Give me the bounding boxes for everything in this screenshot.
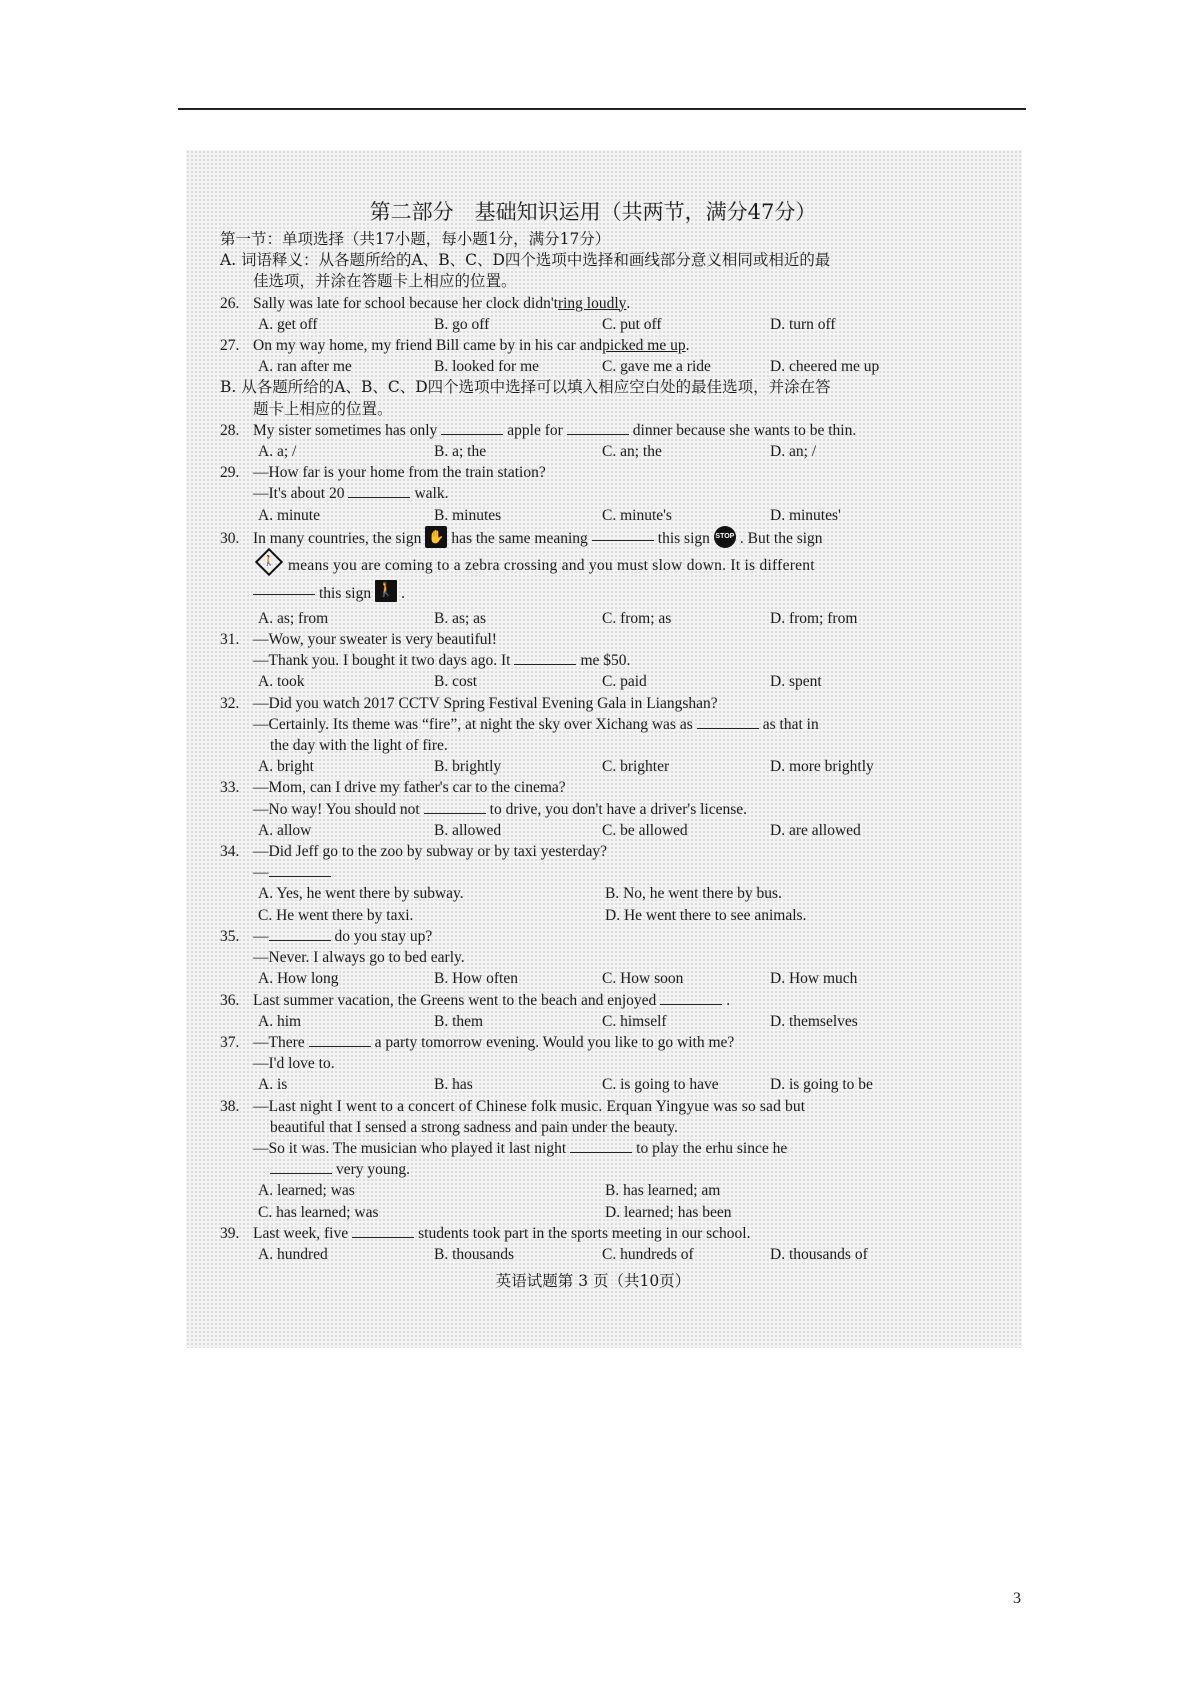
q30-line2: [220, 552, 966, 580]
q28-option-c[interactable]: C. an; the: [602, 443, 662, 461]
q26-options: [220, 314, 966, 335]
q38-blank-2: [270, 1159, 332, 1174]
partB-instruction-1: B. 从各题所给的A、B、C、D四个选项中选择可以填入相应空白处的最佳选项，并涂在答: [220, 378, 831, 397]
q34-line2: [220, 862, 966, 883]
q29: [220, 462, 966, 483]
q35-num: 35.: [220, 927, 240, 945]
q29-line2: [220, 483, 966, 504]
q30: [220, 526, 966, 552]
q31-option-d[interactable]: D. spent: [770, 673, 822, 691]
stop-sign-icon: STOP: [714, 526, 736, 548]
q30-g: .: [401, 584, 405, 602]
q30-option-b[interactable]: B. as; as: [434, 609, 487, 627]
q27-option-b[interactable]: B. looked for me: [434, 358, 540, 376]
q38-line3b: to play the erhu since he: [636, 1139, 788, 1157]
q35-option-b[interactable]: B. How often: [434, 970, 518, 988]
q31: [220, 629, 966, 650]
q35-line2: —Never. I always go to bed early.: [253, 949, 465, 967]
q38-line3: [220, 1138, 966, 1159]
q39-num: 39.: [220, 1224, 240, 1242]
q29-line1: —How far is your home from the train station?: [253, 464, 546, 482]
q30-d: . But the sign: [739, 529, 823, 547]
q36: [220, 990, 966, 1011]
q27-underlined: picked me up: [602, 337, 686, 355]
q38-option-d[interactable]: D. learned; has been: [605, 1203, 732, 1221]
q28-num: 28.: [220, 421, 240, 439]
top-rule: [178, 108, 1026, 110]
q37-option-c[interactable]: C. is going to have: [602, 1076, 719, 1094]
q26-option-d[interactable]: D. turn off: [770, 315, 836, 333]
q28-part2: apple for: [507, 421, 563, 439]
q34-option-b[interactable]: B. No, he went there by bus.: [605, 885, 782, 903]
q28-part3: dinner because she wants to be thin.: [632, 421, 857, 439]
q33-option-a[interactable]: A. allow: [258, 821, 312, 839]
q39-pre: Last week, five: [253, 1224, 349, 1242]
q27-option-a[interactable]: A. ran after me: [258, 358, 352, 376]
q35-option-d[interactable]: D. How much: [770, 970, 858, 988]
q36-option-d[interactable]: D. themselves: [770, 1012, 858, 1030]
q39-option-a[interactable]: A. hundred: [258, 1245, 328, 1263]
q36-blank: [660, 990, 722, 1005]
q29-options: [220, 505, 966, 526]
q37-line2: —I'd love to.: [253, 1055, 335, 1073]
q27-options: [220, 356, 966, 377]
q27-post: .: [685, 337, 690, 355]
q30-c: this sign: [657, 529, 710, 547]
q33-line1: —Mom, can I drive my father's car to the cinema?: [253, 779, 566, 797]
q31-line2: [220, 650, 966, 671]
q36-option-b[interactable]: B. them: [434, 1012, 484, 1030]
q30-line3: [220, 580, 966, 608]
q32-line2b: as that in: [762, 715, 819, 733]
q28-option-d[interactable]: D. an; /: [770, 443, 817, 461]
q37-line1a: —There: [253, 1033, 305, 1051]
q32-line3: the day with the light of fire.: [270, 737, 448, 755]
q35-option-c[interactable]: C. How soon: [602, 970, 684, 988]
q37: [220, 1032, 966, 1053]
q37-options: [220, 1074, 966, 1095]
q27: [220, 335, 966, 356]
zebra-crossing-sign-icon: 🚶: [255, 548, 283, 576]
q34-option-d[interactable]: D. He went there to see animals.: [605, 906, 807, 924]
q39-post: students took part in the sports meeting in our school.: [418, 1224, 751, 1242]
q30-option-a[interactable]: A. as; from: [258, 609, 329, 627]
q36-options: [220, 1011, 966, 1032]
q36-num: 36.: [220, 991, 240, 1009]
q32-blank: [697, 714, 759, 729]
q30-option-c[interactable]: C. from; as: [602, 609, 672, 627]
q36-option-c[interactable]: C. himself: [602, 1012, 667, 1030]
q39-options: [220, 1244, 966, 1265]
partB-instruction-2: 题卡上相应的位置。: [253, 399, 393, 418]
q39-option-b[interactable]: B. thousands: [434, 1245, 515, 1263]
q33-line2: [220, 799, 966, 820]
q26: [220, 293, 966, 314]
q37-line1b: a party tomorrow evening. Would you like to go with me?: [374, 1033, 735, 1051]
q38-option-c[interactable]: C. has learned; was: [258, 1203, 379, 1221]
q33-line2a: —No way! You should not: [253, 800, 420, 818]
q28-options: [220, 441, 966, 462]
q39-option-c[interactable]: C. hundreds of: [602, 1245, 694, 1263]
q38-line2: beautiful that I sensed a strong sadness and pain under the beauty.: [270, 1118, 678, 1136]
q30-e: means you are coming to a zebra crossing and you must slow down. It is different: [288, 556, 815, 574]
q34-num: 34.: [220, 843, 240, 861]
q35-line1b: do you stay up?: [334, 927, 433, 945]
q28-part1: My sister sometimes has only: [253, 421, 438, 439]
q34-option-c[interactable]: C. He went there by taxi.: [258, 906, 414, 924]
q36-option-a[interactable]: A. him: [258, 1012, 302, 1030]
q38-num: 38.: [220, 1097, 240, 1115]
q38-line1: —Last night I went to a concert of Chinese folk music. Erquan Yingyue was so sad but: [253, 1097, 806, 1115]
q38-blank-1: [570, 1138, 632, 1153]
q28: [220, 420, 966, 441]
q32-options: [220, 756, 966, 777]
q39-blank: [352, 1223, 414, 1238]
q30-blank-2: [253, 580, 315, 595]
q39: [220, 1223, 966, 1244]
q38: [220, 1096, 966, 1117]
q34-options: [220, 883, 966, 925]
section-title: 第一节：单项选择（共17小题，每小题1分，满分17分）: [220, 230, 611, 248]
partA-instruction-1: A. 词语释义：从各题所给的A、B、C、D四个选项中选择和画线部分意义相同或相近的最: [220, 251, 831, 270]
q29-option-a[interactable]: A. minute: [258, 506, 320, 524]
q28-option-b[interactable]: B. a; the: [434, 443, 487, 461]
q26-option-b[interactable]: B. go off: [434, 315, 490, 333]
q32-line2: [220, 714, 966, 735]
q33-num: 33.: [220, 779, 240, 797]
q26-pre: Sally was late for school because her clock didn't: [253, 294, 558, 312]
q33-option-d[interactable]: D. are allowed: [770, 821, 861, 839]
q27-num: 27.: [220, 337, 240, 355]
q34-option-a[interactable]: A. Yes, he went there by subway.: [258, 885, 464, 903]
q31-num: 31.: [220, 631, 240, 649]
q36-pre: Last summer vacation, the Greens went to the beach and enjoyed: [253, 991, 657, 1009]
q32: [220, 693, 966, 714]
page-number: 3: [1013, 1590, 1021, 1607]
q30-options: [220, 608, 966, 629]
q30-option-d[interactable]: D. from; from: [770, 609, 858, 627]
q29-line2b: walk.: [414, 485, 449, 503]
q38-line4: [220, 1159, 966, 1180]
q32-line1: —Did you watch 2017 CCTV Spring Festival Evening Gala in Liangshan?: [253, 694, 718, 712]
q37-option-a[interactable]: A. is: [258, 1076, 288, 1094]
q26-post: .: [626, 294, 631, 312]
q37-num: 37.: [220, 1033, 240, 1051]
q29-num: 29.: [220, 464, 240, 482]
q31-option-b[interactable]: B. cost: [434, 673, 478, 691]
q31-option-a[interactable]: A. took: [258, 673, 305, 691]
q31-line1: —Wow, your sweater is very beautiful!: [253, 631, 497, 649]
q33-options: [220, 820, 966, 841]
q32-num: 32.: [220, 694, 240, 712]
q33-option-c[interactable]: C. be allowed: [602, 821, 688, 839]
q29-option-d[interactable]: D. minutes': [770, 506, 841, 524]
partA-instruction-2: 佳选项，并涂在答题卡上相应的位置。: [253, 272, 517, 291]
page-footer: 英语试题第 3 页（共10页）: [495, 1272, 691, 1291]
q34: [220, 841, 966, 862]
q30-blank-1: [592, 526, 654, 541]
q32-option-a[interactable]: A. bright: [258, 758, 314, 776]
q29-line2a: —It's about 20: [253, 485, 345, 503]
q29-option-b[interactable]: B. minutes: [434, 506, 502, 524]
q28-option-a[interactable]: A. a; /: [258, 443, 297, 461]
q34-dash: —: [253, 864, 269, 882]
q31-line2b: me $50.: [580, 652, 631, 670]
q38-line4-text: very young.: [336, 1161, 411, 1179]
q32-option-b[interactable]: B. brightly: [434, 758, 502, 776]
pedestrian-walk-sign-icon: 🚶: [375, 580, 397, 602]
q33-line2b: to drive, you don't have a driver's license.: [489, 800, 748, 818]
q27-pre: On my way home, my friend Bill came by in his car and: [253, 337, 603, 355]
q31-option-c[interactable]: C. paid: [602, 673, 647, 691]
q28-blank-2: [567, 420, 629, 435]
q27-option-c[interactable]: C. gave me a ride: [602, 358, 711, 376]
q37-blank: [309, 1032, 371, 1047]
q35: [220, 926, 966, 947]
q32-option-d[interactable]: D. more brightly: [770, 758, 874, 776]
q29-blank: [348, 483, 410, 498]
q28-blank-1: [441, 420, 503, 435]
q26-option-a[interactable]: A. get off: [258, 315, 318, 333]
q31-blank: [514, 650, 576, 665]
stop-hand-sign-icon: ✋: [425, 526, 447, 548]
q33-blank: [424, 799, 486, 814]
q38-option-a[interactable]: A. learned; was: [258, 1182, 355, 1200]
q26-num: 26.: [220, 294, 240, 312]
q32-option-c[interactable]: C. brighter: [602, 758, 670, 776]
q29-option-c[interactable]: C. minute's: [602, 506, 672, 524]
q26-underlined: ring loudly: [557, 294, 627, 312]
q38-line3a: —So it was. The musician who played it last night: [253, 1139, 567, 1157]
q30-a: In many countries, the sign: [253, 529, 422, 547]
q37-option-b[interactable]: B. has: [434, 1076, 473, 1094]
part-title: 第二部分 基础知识运用（共两节，满分47分）: [369, 200, 817, 224]
q37-option-d[interactable]: D. is going to be: [770, 1076, 873, 1094]
q35-option-a[interactable]: A. How long: [258, 970, 339, 988]
q30-f: this sign: [319, 584, 372, 602]
q30-num: 30.: [220, 529, 240, 547]
q32-line2a: —Certainly. Its theme was “fire”, at night the sky over Xichang was as: [253, 715, 693, 733]
exam-content: [220, 198, 966, 1292]
q38-option-b[interactable]: B. has learned; am: [605, 1182, 721, 1200]
q35-options: [220, 968, 966, 989]
q36-post: .: [726, 991, 731, 1009]
q34-blank: [269, 862, 331, 877]
q26-option-c[interactable]: C. put off: [602, 315, 662, 333]
q38-options: [220, 1180, 966, 1222]
q35-line1a: —: [253, 927, 269, 945]
q27-option-d[interactable]: D. cheered me up: [770, 358, 880, 376]
q34-line1: —Did Jeff go to the zoo by subway or by taxi yesterday?: [253, 843, 607, 861]
q33-option-b[interactable]: B. allowed: [434, 821, 502, 839]
q31-options: [220, 671, 966, 692]
q39-option-d[interactable]: D. thousands of: [770, 1245, 868, 1263]
q35-blank: [269, 926, 331, 941]
q31-line2a: —Thank you. I bought it two days ago. It: [253, 652, 511, 670]
q30-b: has the same meaning: [451, 529, 588, 547]
q33: [220, 777, 966, 798]
